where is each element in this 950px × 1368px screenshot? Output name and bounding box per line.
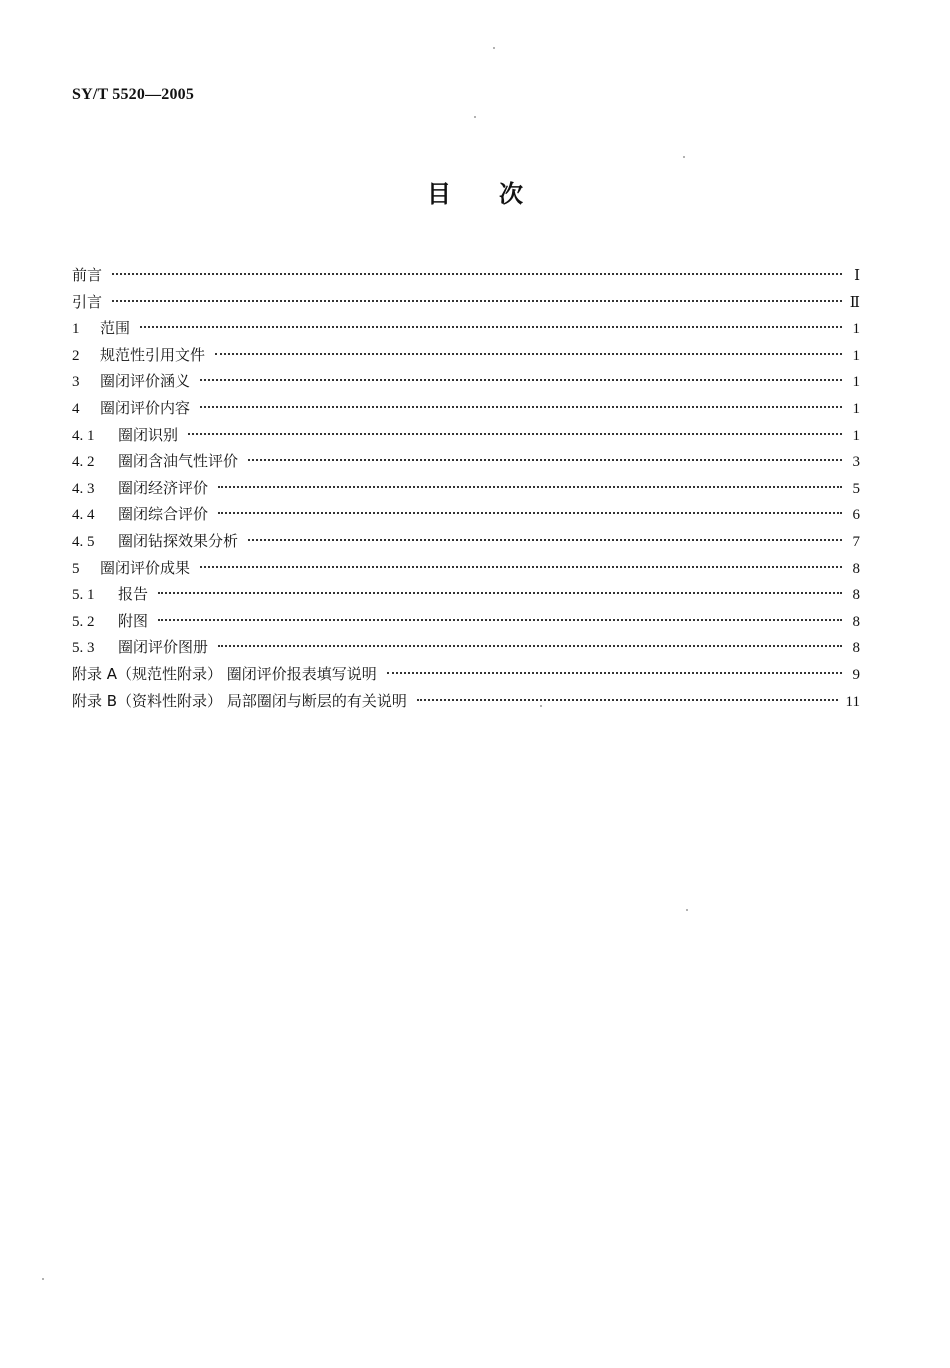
toc-entry-title: 圈闭评价涵义: [100, 372, 191, 391]
toc-entry-number: 4. 5: [72, 533, 95, 550]
toc-entry-section-5[interactable]: [72, 555, 860, 582]
toc-entry-page: 3: [852, 454, 860, 471]
dot-leader: [200, 379, 842, 381]
dot-leader: [218, 512, 842, 514]
toc-entry-section-5-1[interactable]: [72, 581, 860, 608]
toc-entry-foreword[interactable]: [72, 262, 860, 289]
toc-entry-number: 5. 2: [72, 613, 95, 630]
toc-entry-title: 圈闭评价内容: [100, 398, 191, 417]
scan-speck: [683, 156, 685, 158]
toc-entry-page: 1: [852, 321, 860, 338]
toc-entry-number: 5. 3: [72, 640, 95, 657]
toc-entry-page: Ⅰ: [854, 268, 860, 284]
toc-entry-page: Ⅱ: [849, 294, 860, 311]
standard-code: SY/T 5520—2005: [72, 86, 195, 103]
dot-leader: [112, 273, 842, 275]
dot-leader: [200, 566, 842, 568]
toc-entry-page: 1: [852, 400, 860, 417]
toc-entry-number: 3: [72, 374, 80, 391]
scan-speck: [474, 116, 476, 118]
dot-leader: [200, 406, 842, 408]
toc-entry-title: 附录 A（规范性附录） 圈闭评价报表填写说明: [72, 664, 377, 683]
toc-entry-section-4-1[interactable]: [72, 422, 860, 449]
toc-entry-title: 圈闭评价图册: [118, 638, 209, 657]
dot-leader: [218, 645, 842, 647]
toc-entry-number: 4: [72, 400, 80, 417]
toc-entry-title: 附录 B（资料性附录） 局部圈闭与断层的有关说明: [72, 691, 407, 710]
toc-entry-page: 8: [852, 587, 860, 604]
toc-entry-page: 7: [852, 533, 860, 550]
toc-entry-section-5-2[interactable]: [72, 608, 860, 635]
toc-entry-page: 5: [852, 480, 860, 497]
toc-entry-section-4-3[interactable]: [72, 475, 860, 502]
toc-entry-title: 报告: [118, 585, 149, 604]
toc-entry-introduction[interactable]: [72, 289, 860, 316]
toc-entry-title: 前言: [72, 266, 103, 284]
toc-entry-title: 圈闭评价成果: [100, 558, 191, 577]
toc-entry-number: 2: [72, 347, 80, 364]
dot-leader: [248, 459, 842, 461]
toc-title-char-2: 次: [499, 180, 523, 208]
toc-entry-section-5-3[interactable]: [72, 634, 860, 661]
toc-entry-page: 1: [852, 347, 860, 364]
toc-entry-page: 6: [852, 507, 860, 524]
toc-entry-page: 9: [852, 666, 860, 683]
dot-leader: [215, 353, 842, 355]
toc-entry-title: 规范性引用文件: [100, 345, 206, 364]
toc-entry-number: 4. 2: [72, 454, 95, 471]
toc-entry-section-4-4[interactable]: [72, 501, 860, 528]
toc-entry-section-2[interactable]: [72, 342, 860, 369]
dot-leader: [188, 433, 842, 435]
toc-entry-appendix-a[interactable]: [72, 661, 860, 688]
toc-entry-page: 8: [852, 613, 860, 630]
dot-leader: [248, 539, 842, 541]
toc-title-char-1: 目: [427, 180, 451, 208]
toc-entry-section-3[interactable]: [72, 368, 860, 395]
toc-entry-title: 圈闭含油气性评价: [118, 452, 239, 471]
toc-entry-title: 圈闭经济评价: [118, 478, 209, 497]
toc-entry-page: 1: [852, 427, 860, 444]
dot-leader: [158, 592, 842, 594]
scan-speck: [540, 705, 542, 707]
toc-entry-title: 引言: [72, 292, 103, 311]
table-of-contents: [72, 262, 860, 714]
toc-entry-number: 1: [72, 321, 80, 338]
toc-entry-number: 5. 1: [72, 587, 95, 604]
dot-leader: [417, 699, 838, 701]
dot-leader: [218, 486, 842, 488]
toc-entry-section-4-2[interactable]: [72, 448, 860, 475]
toc-entry-page: 8: [852, 640, 860, 657]
toc-entry-appendix-b[interactable]: [72, 688, 860, 715]
dot-leader: [140, 326, 842, 328]
scan-speck: [42, 1278, 44, 1280]
toc-entry-title: 圈闭钻探效果分析: [118, 531, 239, 550]
toc-entry-page: 11: [845, 693, 860, 710]
scan-speck: [493, 47, 495, 49]
toc-entry-number: 4. 4: [72, 507, 95, 524]
toc-entry-title: 圈闭综合评价: [118, 505, 209, 524]
toc-title: [0, 178, 950, 210]
toc-entry-title: 圈闭识别: [118, 425, 179, 444]
toc-entry-page: 8: [852, 560, 860, 577]
toc-entry-number: 4. 1: [72, 427, 95, 444]
toc-entry-number: 5: [72, 560, 80, 577]
toc-entry-page: 1: [852, 374, 860, 391]
scan-speck: [686, 909, 688, 911]
toc-entry-title: 附图: [118, 611, 149, 630]
dot-leader: [112, 300, 842, 302]
dot-leader: [158, 619, 842, 621]
toc-entry-title: 范围: [100, 319, 131, 338]
toc-entry-section-4-5[interactable]: [72, 528, 860, 555]
toc-entry-number: 4. 3: [72, 480, 95, 497]
toc-entry-section-1[interactable]: [72, 315, 860, 342]
toc-entry-section-4[interactable]: [72, 395, 860, 422]
dot-leader: [387, 672, 842, 674]
